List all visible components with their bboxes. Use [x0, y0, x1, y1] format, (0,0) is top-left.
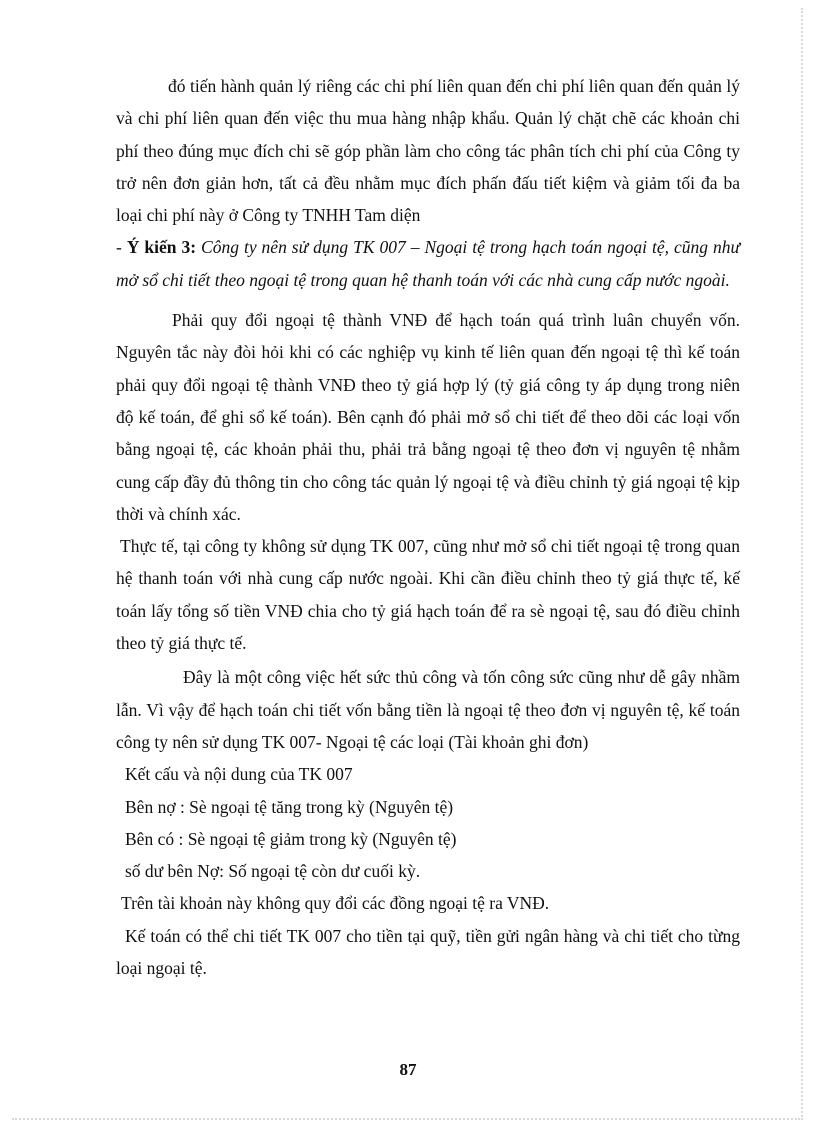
document-body [116, 70, 740, 984]
opinion-prefix: - [116, 237, 127, 258]
paragraph-detail: Kế toán có thể chi tiết TK 007 cho tiền tại quỹ, tiền gửi ngân hàng và chi tiết cho từng loại ngoại tệ. [116, 925, 740, 979]
list-balance: số dư bên Nợ: Số ngoại tệ còn dư cuối kỳ. [125, 861, 421, 882]
list-credit: Bên có : Sè ngoại tệ giảm trong kỳ (Nguyên tệ) [125, 828, 457, 849]
list-structure: Kết cấu và nội dung của TK 007 [125, 764, 353, 785]
paragraph-intro: đó tiến hành quản lý riêng các chi phí liên quan đến chi phí liên quan đến quản lý và chi phí liên quan đến việc thu mua hàng nhập khẩu. Quản lý chặt chẽ các khoản chi phí theo đúng mục đích chi sẽ góp phần làm cho công tác phân tích chi phí của Công ty trở nên đơn giản hơn, tất cả đều nhằm mục đích phấn đấu tiết kiệm và giảm tối đa ba loại chi phí này ở Công ty TNHH Tam diện [116, 76, 740, 226]
paragraph-conversion: Phải quy đổi ngoại tệ thành VNĐ để hạch toán quá trình luân chuyển vốn. Nguyên tắc này đòi hỏi khi có các nghiệp vụ kinh tế liên quan đến ngoại tệ thì kế toán phải quy đổi ngoại tệ thành VNĐ theo tỷ giá hợp lý (tỷ giá công ty áp dụng trong niên độ kế toán, để ghi sổ kế toán). Bên cạnh đó phải mở sổ chi tiết để theo dõi các loại vốn bằng ngoại tệ, các khoản phải thu, phải trả bằng ngoại tệ theo đơn vị nguyên tệ nhằm cung cấp đầy đủ thông tin cho công tác quản lý ngoại tệ và điều chỉnh tỷ giá ngoại tệ kịp thời và chính xác. [116, 310, 740, 524]
page-border-right [801, 8, 803, 1120]
paragraph-manual-work: Đây là một công việc hết sức thủ công và tốn công sức cũng như dễ gây nhầm lẫn. Vì vậy để hạch toán chi tiết vốn bằng tiền là ngoại tệ theo đơn vị nguyên tệ, kế toán công ty nên sử dụng TK 007- Ngoại tệ các loại (Tài khoản ghi đơn) [116, 667, 740, 752]
paragraph-reality: Thực tế, tại công ty không sử dụng TK 007, cũng như mở sổ chi tiết ngoại tệ trong quan hệ thanh toán với nhà cung cấp nước ngoài. Khi cần điều chỉnh theo tỷ giá thực tế, kế toán lấy tổng số tiền VNĐ chia cho tỷ giá hạch toán để ra sè ngoại tệ, sau đó điều chỉnh theo tỷ giá thực tế. [116, 536, 740, 654]
page-border-bottom [12, 1118, 800, 1120]
list-no-conversion: Trên tài khoản này không quy đổi các đồng ngoại tệ ra VNĐ. [121, 893, 550, 914]
opinion-label: Ý kiến 3: [126, 237, 197, 258]
page-number: 87 [399, 1060, 417, 1079]
opinion-text: Công ty nên sử dụng TK 007 – Ngoại tệ trong hạch toán ngoại tệ, cũng như mở sổ chi tiết theo ngoại tệ trong quan hệ thanh toán với các nhà cung cấp nước ngoài. [116, 237, 741, 290]
opinion-3 [116, 231, 740, 296]
list-debit: Bên nợ : Sè ngoại tệ tăng trong kỳ (Nguyên tệ) [125, 796, 454, 817]
